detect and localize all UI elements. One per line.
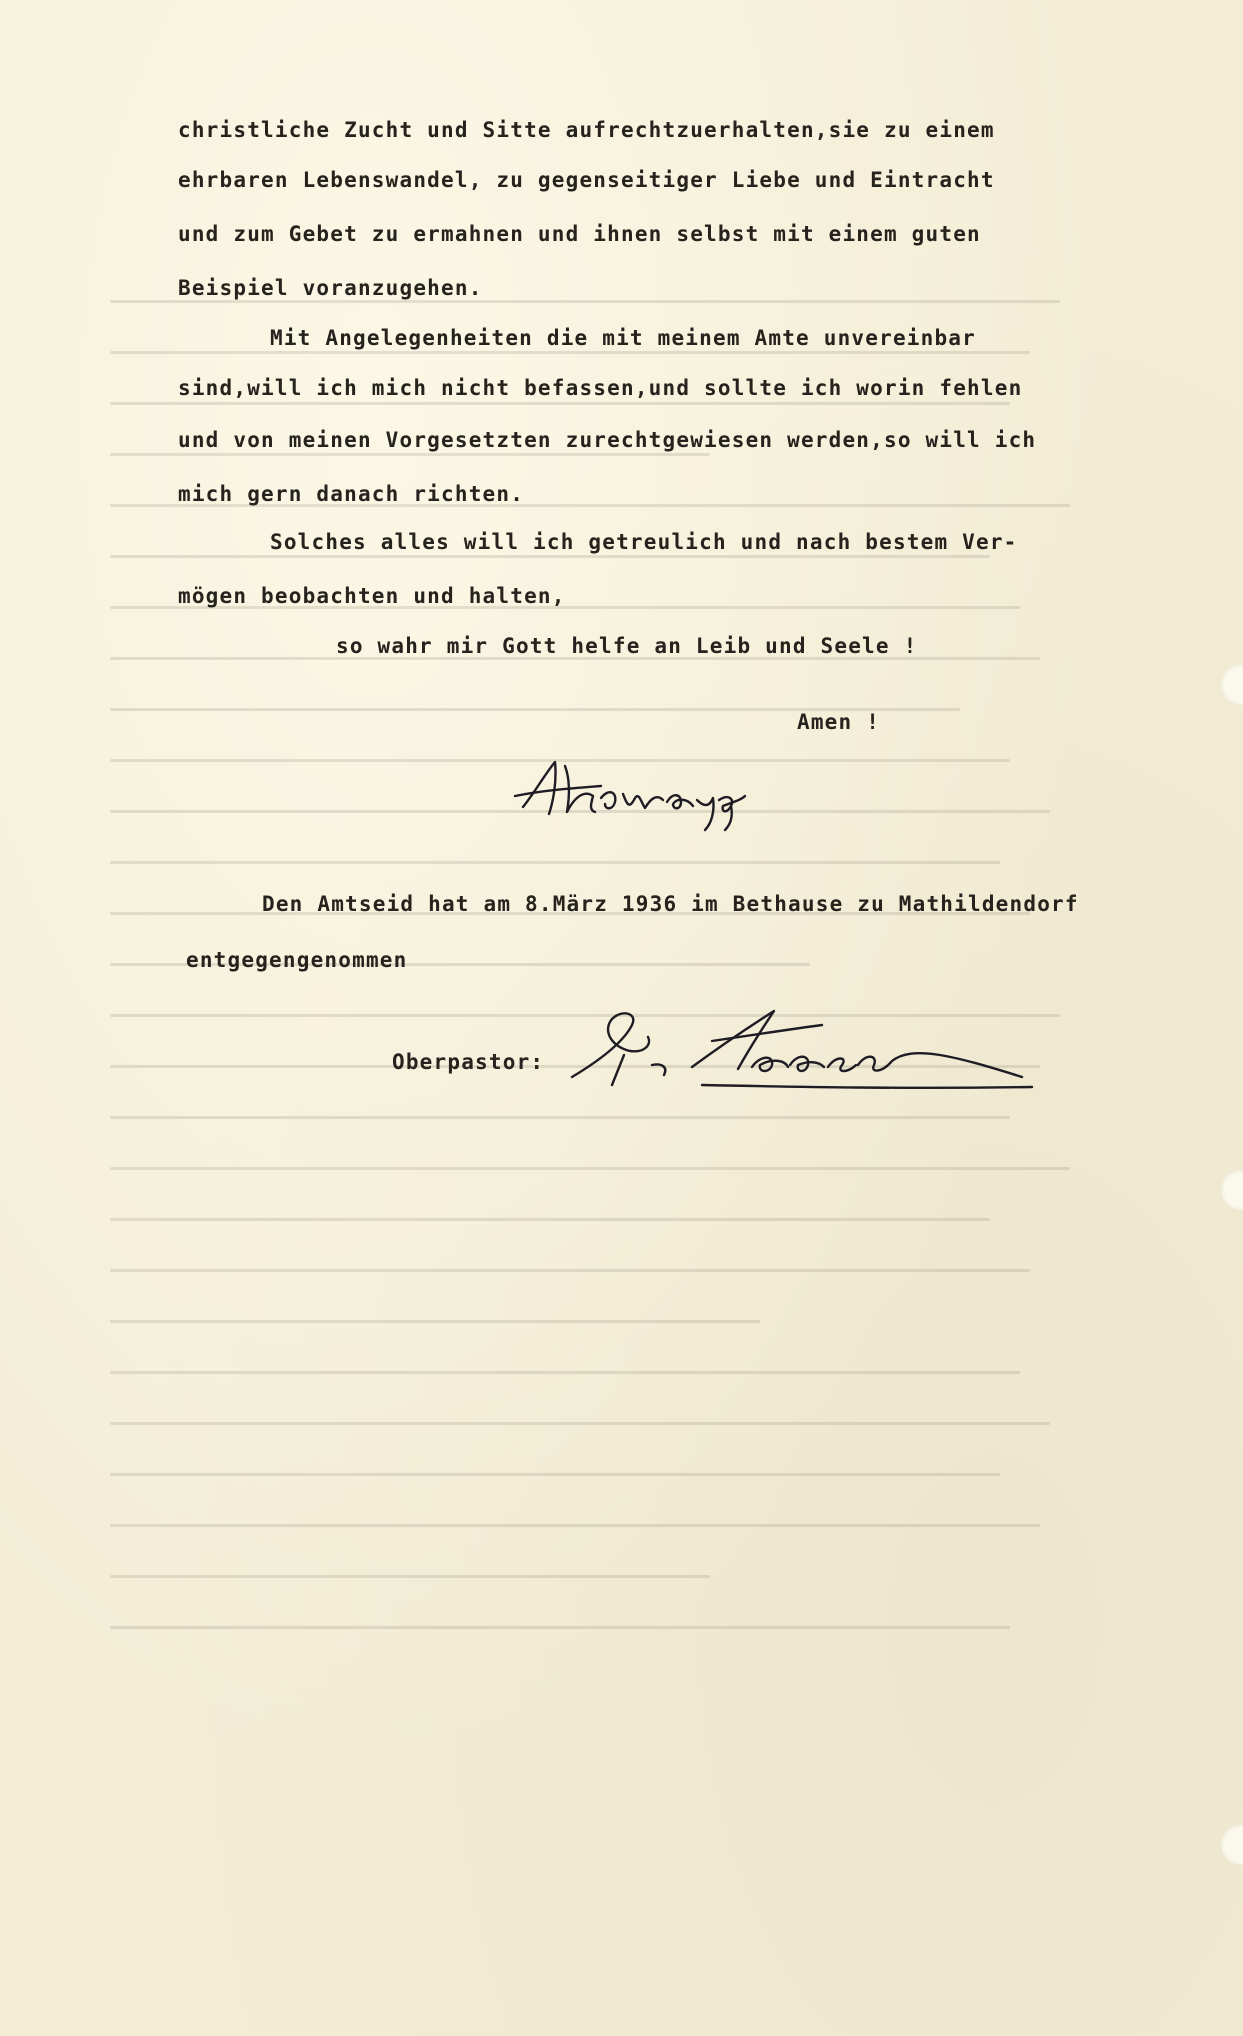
- oath-note: Den Amtseid hat am 8.März 1936 im Bethause zu Mathildendorf: [262, 892, 1079, 916]
- text-line: sind,will ich mich nicht befassen,und sollte ich worin fehlen: [178, 376, 1023, 400]
- text-line: Mit Angelegenheiten die mit meinem Amte unvereinbar: [270, 326, 976, 350]
- text-line: und von meinen Vorgesetzten zurechtgewiesen werden,so will ich: [178, 428, 1037, 452]
- oath-note-continuation: entgegengenommen: [186, 948, 408, 972]
- signature-oberpastor: [552, 995, 1042, 1095]
- text-line: und zum Gebet zu ermahnen und ihnen selbst mit einem guten: [178, 222, 981, 246]
- punch-hole: [1221, 1170, 1243, 1210]
- text-line: christliche Zucht und Sitte aufrechtzuerhalten,sie zu einem: [178, 118, 995, 142]
- punch-hole: [1221, 665, 1243, 705]
- text-line: mich gern danach richten.: [178, 482, 525, 506]
- text-line: ehrbaren Lebenswandel, zu gegenseitiger Liebe und Eintracht: [178, 168, 995, 192]
- closing-formula: so wahr mir Gott helfe an Leib und Seele !: [336, 634, 918, 658]
- text-line: mögen beobachten und halten,: [178, 584, 566, 608]
- text-line: Beispiel voranzugehen.: [178, 276, 483, 300]
- amen-text: Amen !: [797, 710, 881, 734]
- punch-hole: [1221, 1825, 1243, 1865]
- bleed-through-texture: [110, 300, 1110, 1680]
- text-line: Solches alles will ich getreulich und nach bestem Ver-: [270, 530, 1018, 554]
- signer-label: Oberpastor:: [392, 1050, 545, 1074]
- signature-oath-taker: [505, 752, 825, 832]
